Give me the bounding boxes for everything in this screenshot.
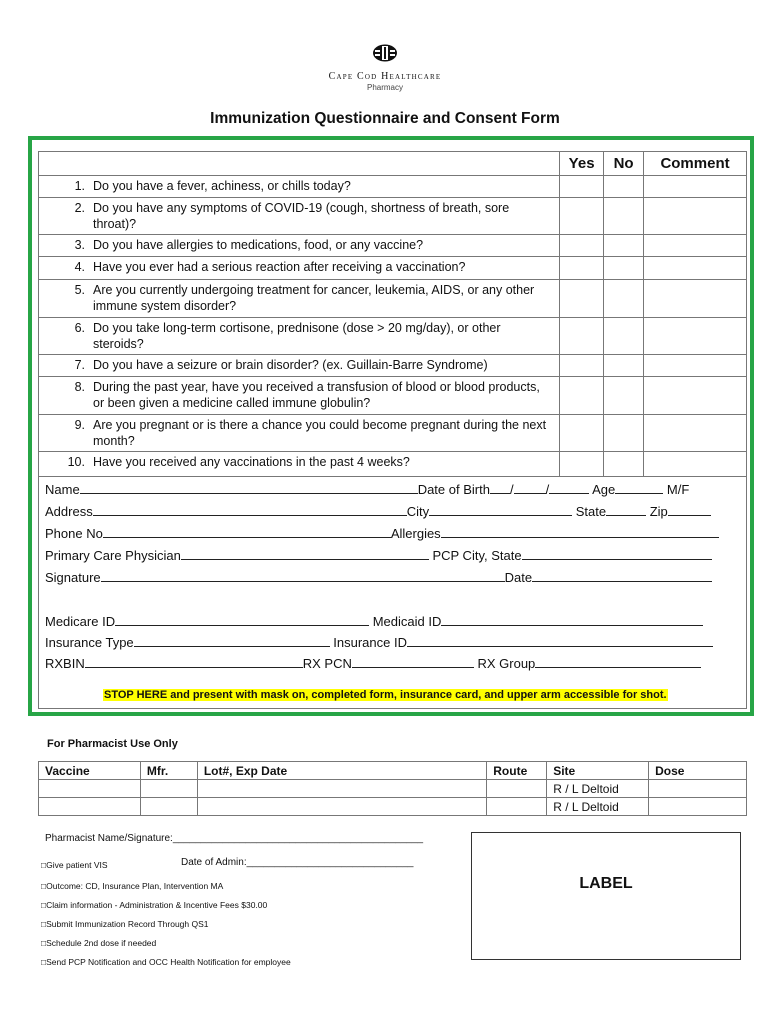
- rxgroup-label: RX Group: [477, 656, 536, 671]
- no-cell[interactable]: [604, 235, 644, 257]
- yes-cell[interactable]: [560, 280, 604, 318]
- yes-cell[interactable]: [560, 355, 604, 377]
- vaccine-cell[interactable]: [39, 798, 141, 816]
- address-label: Address: [45, 504, 93, 519]
- checklist-label: Send PCP Notification and OCC Health Notification for employee: [46, 957, 291, 967]
- table-row: [39, 798, 747, 816]
- pcp-city-field[interactable]: [522, 547, 712, 560]
- phone-field[interactable]: [103, 525, 391, 538]
- pcp-city-label: PCP City, State: [432, 548, 522, 563]
- question-text: Have you received any vaccinations in the past 4 weeks?: [93, 455, 410, 469]
- question-number: 5.: [74, 283, 85, 297]
- pharmacist-signature-label: Pharmacist Name/Signature:_____________________________________________: [45, 833, 424, 844]
- mfr-cell[interactable]: [140, 798, 197, 816]
- comment-header: Comment: [644, 152, 747, 176]
- yes-cell[interactable]: [560, 318, 604, 355]
- city-field[interactable]: [429, 503, 572, 516]
- phone-label: Phone No: [45, 526, 103, 541]
- question-text: Do you have allergies to medications, food, or any vaccine?: [93, 238, 424, 252]
- checklist-item[interactable]: [41, 860, 108, 870]
- pcp-line: [45, 547, 712, 564]
- address-field[interactable]: [93, 503, 407, 516]
- no-cell[interactable]: [604, 377, 644, 415]
- name-label: Name: [45, 482, 80, 497]
- medicaid-label: Medicaid ID: [372, 614, 442, 629]
- phone-line: [45, 525, 719, 542]
- allergies-label: Allergies: [390, 526, 441, 541]
- yes-cell[interactable]: [560, 176, 604, 198]
- question-number: 7.: [74, 358, 85, 372]
- address-line: [45, 503, 711, 520]
- yes-header: Yes: [560, 152, 604, 176]
- question-number: 6.: [74, 321, 85, 335]
- pcp-label: Primary Care Physician: [45, 548, 181, 563]
- no-cell[interactable]: [604, 355, 644, 377]
- name-field[interactable]: [80, 481, 418, 494]
- question-text: Do you have a fever, achiness, or chills today?: [93, 179, 351, 193]
- comment-cell[interactable]: [644, 176, 747, 198]
- question-number: 9.: [74, 418, 85, 432]
- question-row: [39, 415, 747, 452]
- comment-cell[interactable]: [644, 415, 747, 452]
- signature-line: [45, 569, 712, 586]
- question-text: During the past year, have you received a transfusion of blood or blood products, or been given a medicine called immune globulin?: [93, 380, 540, 410]
- question-row: [39, 355, 747, 377]
- route-header: Route: [487, 762, 547, 780]
- city-label: City: [406, 504, 430, 519]
- insurance-type-label: Insurance Type: [45, 635, 134, 650]
- question-number: 1.: [74, 179, 85, 193]
- dob-label: Date of Birth: [417, 482, 490, 497]
- site-cell: R / L Deltoid: [547, 780, 649, 798]
- question-row: [39, 198, 747, 235]
- lot-cell[interactable]: [197, 780, 486, 798]
- question-number: 10.: [67, 455, 85, 469]
- yes-cell[interactable]: [560, 415, 604, 452]
- checklist-item[interactable]: [41, 900, 267, 910]
- signature-label: Signature: [45, 570, 101, 585]
- checklist-item[interactable]: [41, 938, 156, 948]
- state-field[interactable]: [606, 503, 646, 516]
- route-cell[interactable]: [487, 798, 547, 816]
- page-title: Immunization Questionnaire and Consent Form: [210, 110, 560, 127]
- site-cell: R / L Deltoid: [547, 798, 649, 816]
- comment-cell[interactable]: [644, 318, 747, 355]
- checkbox-icon[interactable]: □: [41, 919, 47, 929]
- question-number: 2.: [74, 201, 85, 215]
- rx-line: [45, 655, 701, 672]
- pharmacist-table: [38, 761, 747, 816]
- dob-year-field[interactable]: [549, 481, 589, 494]
- yes-cell[interactable]: [560, 198, 604, 235]
- pharmacist-section-title: For Pharmacist Use Only: [47, 738, 178, 750]
- question-number: 8.: [74, 380, 85, 394]
- mfr-cell[interactable]: [140, 780, 197, 798]
- label-box: [471, 832, 741, 960]
- no-cell[interactable]: [604, 257, 644, 280]
- vaccine-cell[interactable]: [39, 780, 141, 798]
- checkbox-icon[interactable]: □: [41, 860, 47, 870]
- comment-cell[interactable]: [644, 355, 747, 377]
- checkbox-icon[interactable]: □: [41, 957, 47, 967]
- zip-field[interactable]: [668, 503, 711, 516]
- yes-cell[interactable]: [560, 257, 604, 280]
- insurance-line: [45, 634, 713, 651]
- dob-day-field[interactable]: [514, 481, 546, 494]
- question-header: [39, 152, 560, 176]
- no-cell[interactable]: [604, 280, 644, 318]
- comment-cell[interactable]: [644, 235, 747, 257]
- rxpcn-field[interactable]: [352, 655, 474, 668]
- insurance-type-field[interactable]: [134, 634, 330, 647]
- dose-cell[interactable]: [649, 780, 747, 798]
- question-text: Do you have a seizure or brain disorder? (ex. Guillain-Barre Syndrome): [93, 358, 488, 372]
- checkbox-icon[interactable]: □: [41, 938, 47, 948]
- pharmacist-header-row: [39, 762, 747, 780]
- question-text: Are you pregnant or is there a chance you could become pregnant during the next month?: [93, 418, 547, 448]
- route-cell[interactable]: [487, 780, 547, 798]
- question-row: [39, 176, 747, 198]
- medicare-line: [45, 613, 703, 630]
- allergies-field[interactable]: [441, 525, 719, 538]
- checklist-label: Outcome: CD, Insurance Plan, Intervention MA: [46, 881, 224, 891]
- checkbox-icon[interactable]: □: [41, 881, 47, 891]
- medicare-label: Medicare ID: [45, 614, 116, 629]
- date-label: Date: [504, 570, 533, 585]
- rxbin-field[interactable]: [85, 655, 303, 668]
- yes-cell[interactable]: [560, 235, 604, 257]
- question-text: Do you have any symptoms of COVID-19 (cough, shortness of breath, sore throat)?: [93, 201, 510, 231]
- org-name: Cape Cod Healthcare: [328, 71, 442, 82]
- rxpcn-label: RX PCN: [302, 656, 352, 671]
- signature-field[interactable]: [101, 569, 505, 582]
- date-field[interactable]: [532, 569, 712, 582]
- comment-cell[interactable]: [644, 198, 747, 235]
- label-text: LABEL: [579, 875, 633, 892]
- yes-cell[interactable]: [560, 377, 604, 415]
- dob-month-field[interactable]: [490, 481, 510, 494]
- checklist-label: Schedule 2nd dose if needed: [46, 938, 157, 948]
- zip-label: Zip: [649, 504, 668, 519]
- checklist-item[interactable]: [41, 881, 223, 891]
- table-row: [39, 780, 747, 798]
- questionnaire-table: [38, 151, 747, 477]
- slash: /: [545, 482, 550, 497]
- question-row: [39, 318, 747, 355]
- medicaid-field[interactable]: [441, 613, 703, 626]
- dose-cell[interactable]: [649, 798, 747, 816]
- dose-header: Dose: [649, 762, 747, 780]
- question-text: Are you currently undergoing treatment for cancer, leukemia, AIDS, or any other immune system disorder?: [93, 283, 535, 313]
- checkbox-icon[interactable]: □: [41, 900, 47, 910]
- question-text: Have you ever had a serious reaction after receiving a vaccination?: [93, 260, 466, 274]
- checklist-label: Submit Immunization Record Through QS1: [46, 919, 209, 929]
- no-header: No: [604, 152, 644, 176]
- question-number: 4.: [74, 260, 85, 274]
- name-line: [45, 481, 689, 498]
- stop-note: STOP HERE and present with mask on, completed form, insurance card, and upper arm accessible for shot.: [104, 689, 667, 701]
- cape-cod-healthcare-logo-icon: [371, 44, 399, 62]
- org-subtitle: Pharmacy: [366, 83, 403, 92]
- medicare-field[interactable]: [115, 613, 369, 626]
- checklist-item[interactable]: [41, 919, 209, 929]
- vaccine-header: Vaccine: [39, 762, 141, 780]
- no-cell[interactable]: [604, 318, 644, 355]
- header-logo: [0, 44, 770, 92]
- question-number: 3.: [74, 238, 85, 252]
- checklist-label: Claim information - Administration & Incentive Fees $30.00: [46, 900, 268, 910]
- insurance-id-field[interactable]: [407, 634, 713, 647]
- checklist-label: Give patient VIS: [46, 860, 108, 870]
- date-of-admin-label: Date of Admin:______________________________: [181, 857, 414, 868]
- question-row: [39, 280, 747, 318]
- state-label: State: [575, 504, 607, 519]
- question-row: [39, 257, 747, 280]
- mfr-header: Mfr.: [140, 762, 197, 780]
- comment-cell[interactable]: [644, 280, 747, 318]
- slash: /: [509, 482, 514, 497]
- no-cell[interactable]: [604, 415, 644, 452]
- questionnaire-header-row: [39, 152, 747, 176]
- lot-cell[interactable]: [197, 798, 486, 816]
- comment-cell[interactable]: [644, 257, 747, 280]
- insurance-id-label: Insurance ID: [333, 635, 407, 650]
- age-field[interactable]: [615, 481, 663, 494]
- question-row: [39, 377, 747, 415]
- comment-cell[interactable]: [644, 377, 747, 415]
- question-text: Do you take long-term cortisone, prednisone (dose > 20 mg/day), or other steroids?: [93, 321, 501, 351]
- no-cell[interactable]: [604, 176, 644, 198]
- site-header: Site: [547, 762, 649, 780]
- pcp-field[interactable]: [181, 547, 429, 560]
- checklist-item[interactable]: [41, 957, 291, 967]
- lot-header: Lot#, Exp Date: [197, 762, 486, 780]
- mf-label: M/F: [666, 482, 690, 497]
- question-row: [39, 235, 747, 257]
- no-cell[interactable]: [604, 198, 644, 235]
- rxbin-label: RXBIN: [45, 656, 85, 671]
- rxgroup-field[interactable]: [535, 655, 701, 668]
- age-label: Age: [592, 482, 616, 497]
